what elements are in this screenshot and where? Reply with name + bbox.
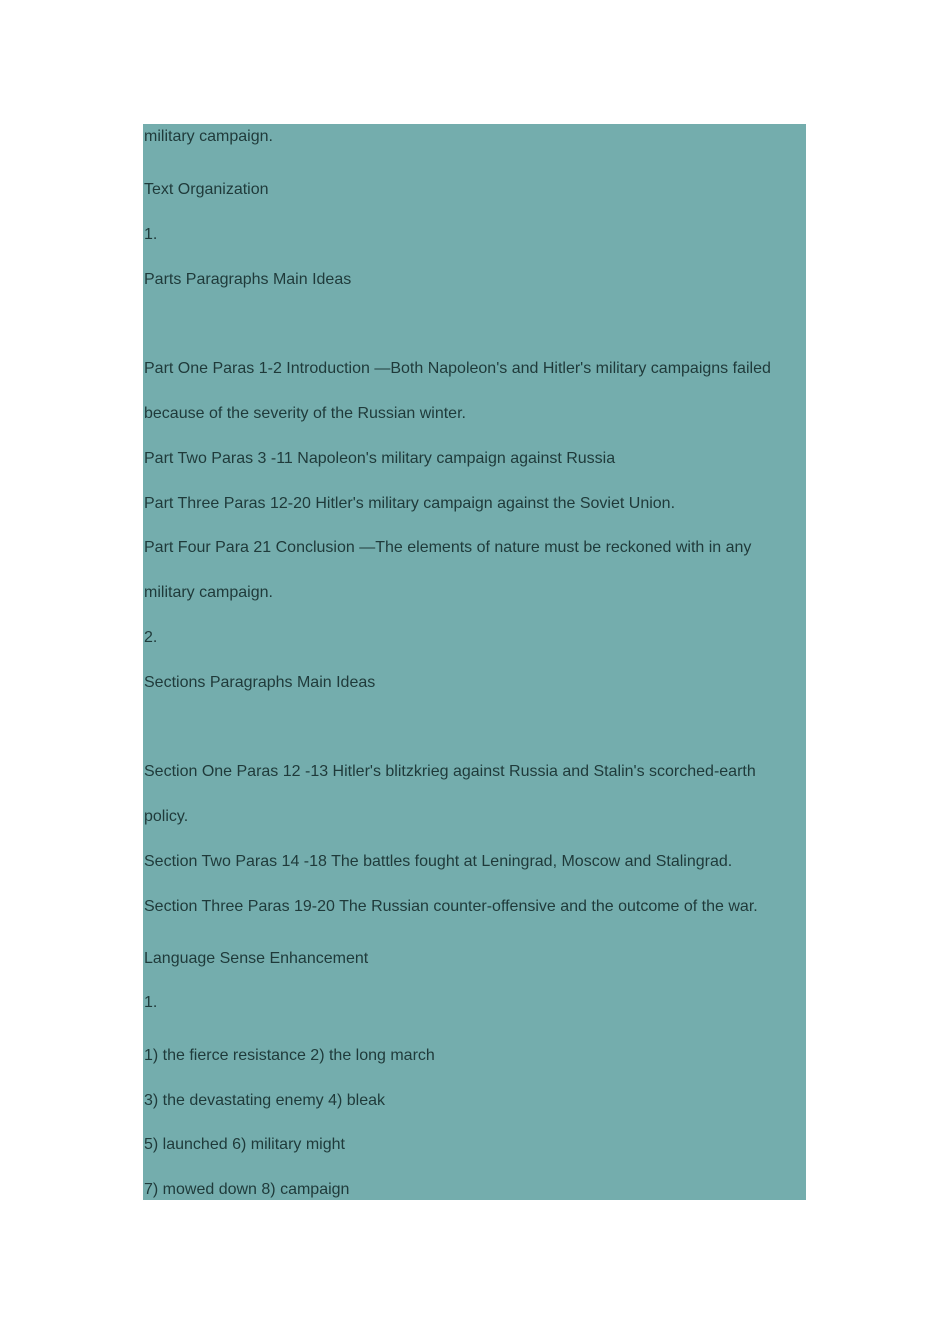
table-row: Part Three Paras 12-20 Hitler's military campaign against the Soviet Union.: [144, 495, 676, 512]
section-heading: Text Organization: [144, 181, 269, 198]
table-header: Sections Paragraphs Main Ideas: [144, 674, 376, 691]
table-row: Part One Paras 1-2 Introduction —Both Napoleon's and Hitler's military campaigns failed: [144, 360, 771, 377]
table-row-continuation: because of the severity of the Russian winter.: [144, 405, 466, 422]
table-row-continuation: military campaign.: [144, 584, 273, 601]
table-row: Section Two Paras 14 -18 The battles fought at Leningrad, Moscow and Stalingrad.: [144, 853, 733, 870]
answer-line: 1) the fierce resistance 2) the long march: [144, 1047, 435, 1064]
table-row-continuation: policy.: [144, 808, 189, 825]
section-heading: Language Sense Enhancement: [144, 950, 369, 967]
table-header: Parts Paragraphs Main Ideas: [144, 271, 352, 288]
answer-line: 5) launched 6) military might: [144, 1136, 345, 1153]
item-number: 2.: [144, 629, 158, 646]
text-line: military campaign.: [144, 128, 273, 145]
item-number: 1.: [144, 226, 158, 243]
table-row: Part Four Para 21 Conclusion —The elements of nature must be reckoned with in any: [144, 539, 752, 556]
answer-line: 3) the devastating enemy 4) bleak: [144, 1092, 386, 1109]
table-row: Section One Paras 12 -13 Hitler's blitzkrieg against Russia and Stalin's scorched-earth: [144, 763, 756, 780]
table-row: Part Two Paras 3 -11 Napoleon's military campaign against Russia: [144, 450, 616, 467]
item-number: 1.: [144, 994, 158, 1011]
table-row: Section Three Paras 19-20 The Russian counter-offensive and the outcome of the war.: [144, 898, 758, 915]
answer-line: 7) mowed down 8) campaign: [144, 1181, 350, 1198]
